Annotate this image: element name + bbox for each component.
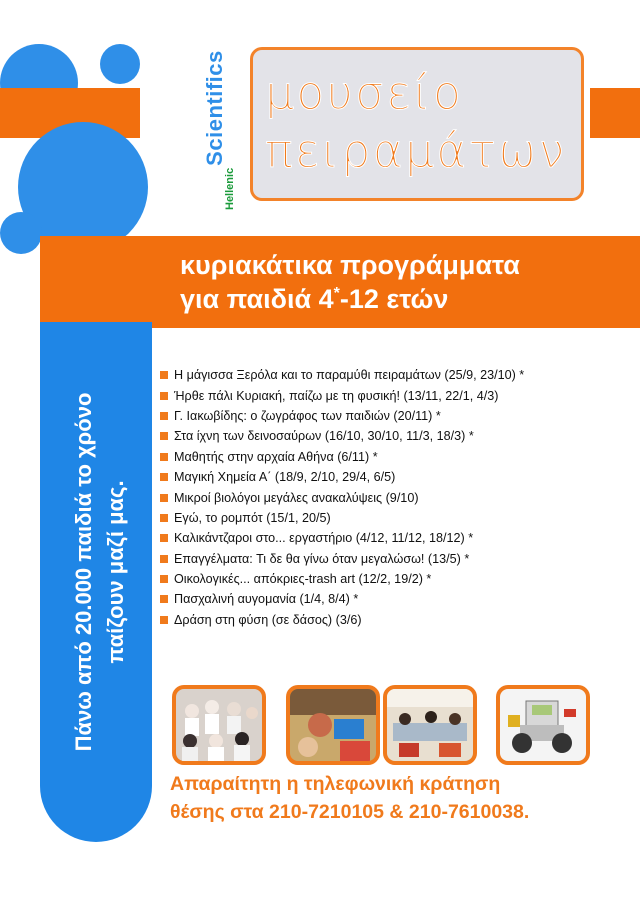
bullet-icon [160, 595, 168, 603]
list-item [160, 569, 635, 589]
sidebar-text [44, 312, 156, 832]
program-label: Στα ίχνη των δεινοσαύρων (16/10, 30/10, 11/3, 18/3) * [174, 429, 474, 444]
subtitle-line-2 [180, 284, 448, 315]
sidebar-line-1: Πάνω από 20.000 παιδιά το χρόνο [71, 392, 96, 752]
subtitle-line-1: κυριακάτικα προγράμματα [180, 250, 520, 280]
list-item [160, 406, 635, 426]
bullet-icon [160, 453, 168, 461]
title-box [250, 47, 584, 201]
top-right-bar [590, 88, 640, 138]
booking-line-1: Απαραίτητη η τηλεφωνική κράτηση [170, 773, 501, 795]
program-label: Οικολογικές... απόκριες-trash art (12/2, 19/2) * [174, 572, 432, 587]
program-label: Εγώ, το ρομπότ (15/1, 20/5) [174, 510, 331, 525]
list-item [160, 365, 635, 385]
subtitle-asterisk: * [333, 285, 340, 302]
program-label: Γ. Ιακωβίδης: ο ζωγράφος των παιδιών (20/11) * [174, 408, 441, 423]
program-label: Μαγική Χημεία Α΄ (18/9, 2/10, 29/4, 6/5) [174, 470, 396, 485]
list-item [160, 549, 635, 569]
subtitle-age-range: -12 ετών [339, 284, 449, 314]
bullet-icon [160, 534, 168, 542]
subtitle-age: για παιδιά 4 [180, 284, 334, 314]
title-line-2: πειραμάτων [265, 124, 567, 178]
photo-painting [286, 685, 380, 765]
photo-children-costumes [172, 685, 266, 765]
program-label: Πασχαλινή αυγομανία (1/4, 8/4) * [174, 592, 359, 607]
list-item [160, 508, 635, 528]
decor-dot [0, 212, 42, 254]
program-label: Η μάγισσα Ξερόλα και το παραμύθι πειραμάτων (25/9, 23/10) * [174, 368, 525, 383]
program-label: Καλικάντζαροι στο... εργαστήριο (4/12, 11/12, 18/12) * [174, 531, 474, 546]
program-label: Δράση στη φύση (σε δάσος) (3/6) [174, 612, 362, 627]
booking-line-2: θέσης στα 210-7210105 & 210-7610038. [170, 801, 530, 823]
program-label: Μαθητής στην αρχαία Αθήνα (6/11) * [174, 449, 378, 464]
program-list [160, 365, 635, 630]
list-item [160, 426, 635, 446]
decor-dot [100, 44, 140, 84]
logo-brand: Hellenic [224, 167, 236, 210]
photo-classroom [383, 685, 477, 765]
list-item [160, 487, 635, 507]
bullet-icon [160, 432, 168, 440]
program-label: Επαγγέλματα: Τι δε θα γίνω όταν μεγαλώσω! (13/5) * [174, 551, 470, 566]
photo-robot [496, 685, 590, 765]
list-item [160, 447, 635, 467]
bullet-icon [160, 555, 168, 563]
bullet-icon [160, 371, 168, 379]
list-item [160, 610, 635, 630]
bullet-icon [160, 392, 168, 400]
logo [188, 40, 242, 210]
list-item [160, 589, 635, 609]
bullet-icon [160, 494, 168, 502]
list-item [160, 467, 635, 487]
program-label: Μικροί βιολόγοι μεγάλες ανακαλύψεις (9/10) [174, 490, 419, 505]
sidebar-line-2: παίζουν μαζί μας. [103, 480, 128, 664]
logo-name: Scientifics [202, 50, 227, 166]
program-label: Ήρθε πάλι Κυριακή, παίζω με τη φυσική! (13/11, 22/1, 4/3) [174, 388, 499, 403]
list-item [160, 528, 635, 548]
bullet-icon [160, 575, 168, 583]
bullet-icon [160, 412, 168, 420]
bullet-icon [160, 616, 168, 624]
title-line-1: μουσείο [265, 66, 463, 120]
bullet-icon [160, 514, 168, 522]
list-item [160, 385, 635, 405]
bullet-icon [160, 473, 168, 481]
